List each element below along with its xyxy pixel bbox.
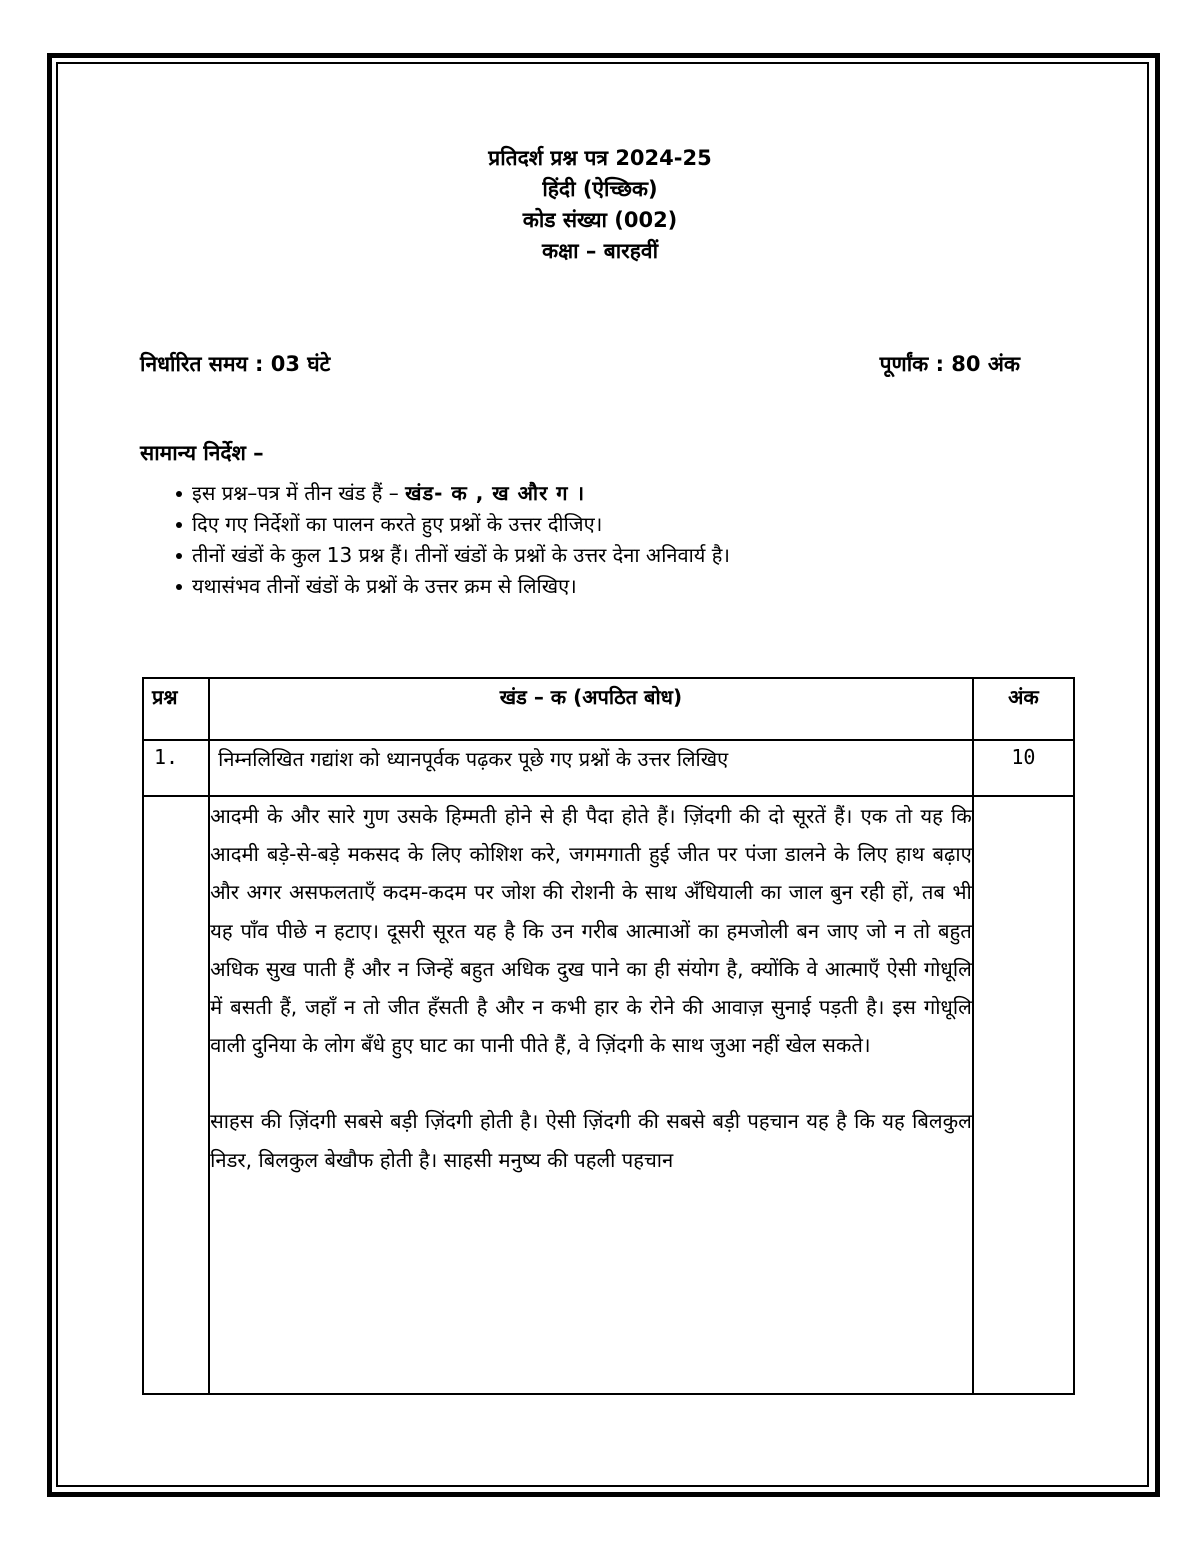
passage-row <box>143 796 1074 1394</box>
paper-header <box>0 143 1200 267</box>
header-marks: अंक <box>973 678 1074 740</box>
passage-paragraph: आदमी के और सारे गुण उसके हिम्मती होने से ही पैदा होते हैं। ज़िंदगी की दो सूरतें हैं। एक तो यह कि आदमी बड़े-से-बड़े मकसद के लिए कोशिश करे, जगमगाती हुई जीत पर पंजा डालने के लिए हाथ बढ़ाए और अगर असफलताएँ कदम-कदम पर जोश की रोशनी के साथ अँधियाली का जाल बुन रही हों, तब भी यह पाँव पीछे न हटाए। दूसरी सूरत यह है कि उन गरीब आत्माओं का हमजोली बन जाए जो न तो बहुत अधिक सुख पाती हैं और न जिन्हें बहुत अधिक दुख पाने का ही संयोग है, क्योंकि वे आत्माएँ ऐसी गोधूलि में बसती हैं, जहाँ न तो जीत हँसती है और न कभी हार के रोने की आवाज़ सुनाई पड़ती है। इस गोधूलि वाली दुनिया के लोग बँधे हुए घाट का पानी पीते हैं, वे ज़िंदगी के साथ जुआ नहीं खेल सकते। <box>210 804 972 1058</box>
question-number: 1. <box>143 740 209 796</box>
instruction-item <box>140 478 730 509</box>
table-header-row <box>143 678 1074 740</box>
general-instructions-title: सामान्य निर्देश – <box>140 441 264 465</box>
exam-meta <box>140 350 1020 380</box>
table-row <box>143 740 1074 796</box>
instruction-text: इस प्रश्न–पत्र में तीन खंड हैं – <box>192 481 406 505</box>
instruction-item: यथासंभव तीनों खंडों के प्रश्नों के उत्तर क्रम से लिखिए। <box>140 571 730 602</box>
max-marks: पूर्णांक : 80 अंक <box>879 352 1020 376</box>
empty-cell <box>143 796 209 1394</box>
question-text: निम्नलिखित गद्यांश को ध्यानपूर्वक पढ़कर पूछे गए प्रश्नों के उत्तर लिखिए <box>209 740 973 796</box>
passage-paragraph: साहस की ज़िंदगी सबसे बड़ी ज़िंदगी होती है। ऐसी ज़िंदगी की सबसे बड़ी पहचान यह है कि यह बिलकुल निडर, बिलकुल बेखौफ होती है। साहसी मनुष्य की पहली पहचान <box>210 1109 972 1172</box>
general-instructions-list <box>140 478 730 602</box>
paper-title: प्रतिदर्श प्रश्न पत्र 2024-25 <box>488 146 712 170</box>
question-table <box>142 677 1075 1395</box>
header-section: खंड – क (अपठित बोध) <box>209 678 973 740</box>
instruction-item: दिए गए निर्देशों का पालन करते हुए प्रश्नों के उत्तर दीजिए। <box>140 509 730 540</box>
empty-cell <box>973 796 1074 1394</box>
subject-code: कोड संख्या (002) <box>522 208 678 232</box>
header-question: प्रश्न <box>143 678 209 740</box>
time-allowed: निर्धारित समय : 03 घंटे <box>140 352 331 376</box>
instruction-item: तीनों खंडों के कुल 13 प्रश्न हैं। तीनों खंडों के प्रश्नों के उत्तर देना अनिवार्य है। <box>140 540 730 571</box>
subject-name: हिंदी (ऐच्छिक) <box>542 177 658 201</box>
class-name: कक्षा – बारहवीं <box>541 239 659 263</box>
unseen-passage <box>209 796 973 1394</box>
question-marks: 10 <box>973 740 1074 796</box>
sections-names: खंड- क , ख और ग । <box>405 481 586 505</box>
